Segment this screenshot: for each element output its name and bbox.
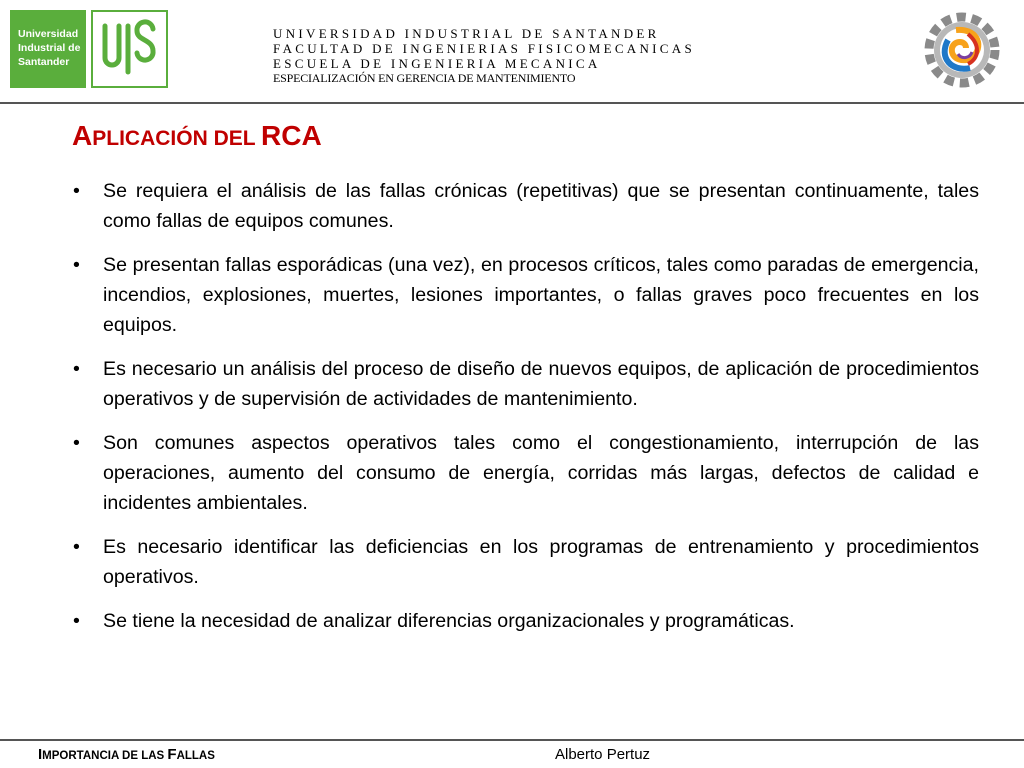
list-item-text: Se requiera el análisis de las fallas crónicas (repetitivas) que se presentan continuamente, tales como fallas de equipos comunes. bbox=[103, 180, 979, 232]
bullet-list bbox=[73, 176, 979, 650]
slide-title bbox=[72, 118, 322, 157]
title-smallcaps: PLICACIÓN DEL bbox=[92, 127, 262, 150]
list-item bbox=[73, 428, 979, 518]
university-logo bbox=[10, 10, 86, 88]
list-item-text: Es necesario identificar las deficiencias en los programas de entrenamiento y procedimientos operativos. bbox=[103, 536, 979, 588]
footer-topic bbox=[38, 745, 215, 766]
footer-author: Alberto Pertuz bbox=[555, 746, 651, 763]
list-item bbox=[73, 250, 979, 340]
footer-smallcaps-1: MPORTANCIA DE LAS bbox=[42, 750, 168, 762]
list-item bbox=[73, 532, 979, 592]
list-item-text: Es necesario un análisis del proceso de diseño de nuevos equipos, de aplicación de procedimientos operativos y de supervisión de actividades de mantenimiento. bbox=[103, 358, 979, 410]
header-school: ESCUELA DE INGENIERIA MECANICA bbox=[273, 56, 601, 71]
list-item-text: Se presentan fallas esporádicas (una vez), en procesos críticos, tales como paradas de emergencia, incendios, explosiones, muertes, lesiones importantes, o fallas graves poco frecuentes en los equipos. bbox=[103, 254, 979, 336]
institution-header bbox=[273, 26, 695, 86]
university-logo-line2: Industrial de bbox=[18, 42, 81, 54]
list-item bbox=[73, 176, 979, 236]
title-initial: A bbox=[72, 120, 93, 151]
bullet-marker: • bbox=[73, 254, 80, 276]
list-item bbox=[73, 354, 979, 414]
bullet-marker: • bbox=[73, 610, 80, 632]
footer-divider bbox=[0, 739, 1024, 741]
list-item bbox=[73, 606, 979, 636]
header-divider bbox=[0, 102, 1024, 104]
bullet-marker: • bbox=[73, 180, 80, 202]
gear-flame-logo-icon bbox=[918, 4, 1004, 96]
university-logo-line3: Santander bbox=[18, 56, 70, 68]
bullet-marker: • bbox=[73, 536, 80, 558]
title-acronym: RCA bbox=[261, 120, 322, 151]
uis-logo bbox=[91, 10, 168, 88]
footer-smallcaps-2: ALLAS bbox=[176, 750, 215, 762]
list-item-text: Son comunes aspectos operativos tales como el congestionamiento, interrupción de las operaciones, aumento del consumo de energía, corridas más largas, defectos de calidad e incidentes ambientales. bbox=[103, 432, 979, 514]
header-university: UNIVERSIDAD INDUSTRIAL DE SANTANDER bbox=[273, 26, 660, 41]
bullet-marker: • bbox=[73, 432, 80, 454]
footer-initial-2: F bbox=[167, 746, 177, 763]
header-faculty: FACULTAD DE INGENIERIAS FISICOMECANICAS bbox=[273, 41, 695, 56]
header-specialization: ESPECIALIZACIÓN EN GERENCIA DE MANTENIMIENTO bbox=[273, 71, 576, 85]
bullet-marker: • bbox=[73, 358, 80, 380]
university-logo-line1: Universidad bbox=[18, 28, 79, 40]
footer-initial-1: I bbox=[38, 746, 43, 763]
list-item-text: Se tiene la necesidad de analizar diferencias organizacionales y programáticas. bbox=[103, 610, 795, 632]
uis-logo-icon bbox=[93, 12, 166, 86]
